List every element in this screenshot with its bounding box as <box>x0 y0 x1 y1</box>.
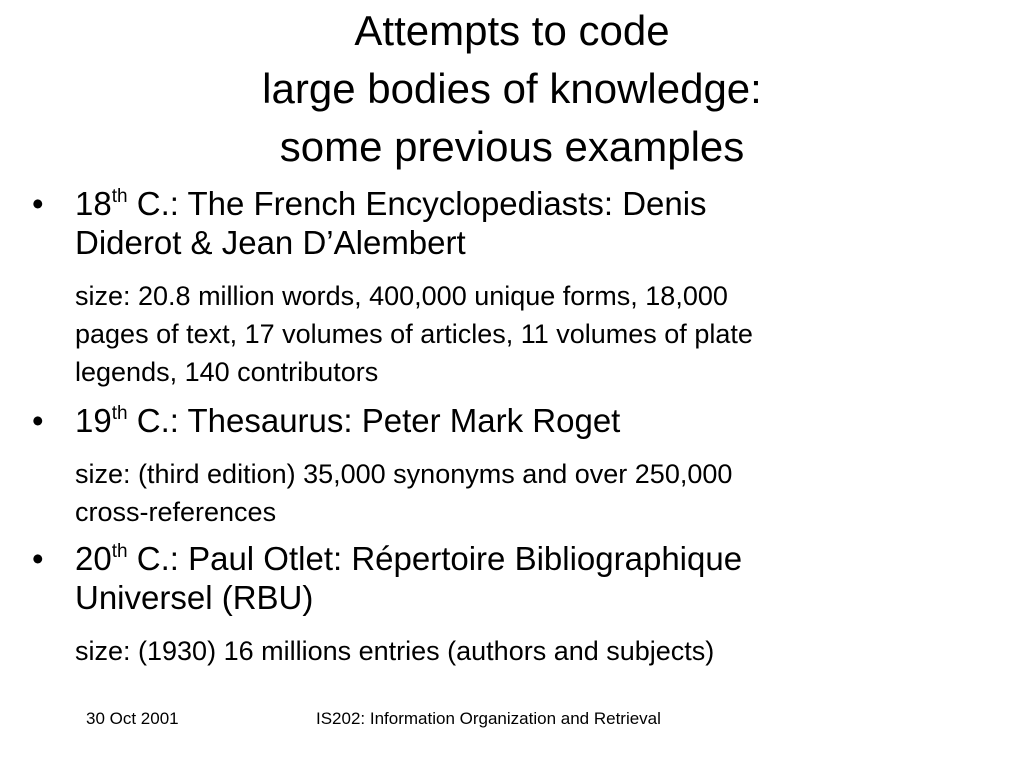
heading-text: C.: Paul Otlet: Répertoire Bibliographique <box>127 540 743 577</box>
heading-text: C.: Thesaurus: Peter Mark Roget <box>127 402 621 439</box>
slide-title <box>0 2 1024 176</box>
bullet-heading-line: Diderot & Jean D’Alembert <box>75 224 466 261</box>
bullet-detail <box>32 277 992 391</box>
title-line-3: some previous examples <box>279 123 745 170</box>
slide-content <box>32 184 992 670</box>
bullet-detail <box>32 632 992 670</box>
title-line-2: large bodies of knowledge: <box>262 65 762 112</box>
century-number: 20 <box>75 540 112 577</box>
bullet-dot-icon: • <box>32 540 44 577</box>
detail-line: size: 20.8 million words, 400,000 unique forms, 18,000 <box>75 281 728 311</box>
bullet-dot-icon: • <box>32 185 44 222</box>
footer-date: 30 Oct 2001 <box>86 709 179 728</box>
heading-text: C.: The French Encyclopediasts: Denis <box>127 185 707 222</box>
bullet-20th-century <box>32 539 992 617</box>
bullet-heading-line <box>75 539 992 578</box>
footer-course-title: IS202: Information Organization and Retrieval <box>316 709 661 728</box>
bullet-heading-line: Universel (RBU) <box>75 579 314 616</box>
century-suffix: th <box>111 186 128 207</box>
detail-line: size: (third edition) 35,000 synonyms and over 250,000 <box>75 459 733 489</box>
century-number: 18 <box>75 185 112 222</box>
title-line-1: Attempts to code <box>354 7 670 54</box>
bullet-18th-century <box>32 184 992 262</box>
bullet-heading-line <box>75 184 992 223</box>
detail-line: cross-references <box>75 497 277 527</box>
detail-line: size: (1930) 16 millions entries (authors and subjects) <box>75 636 715 666</box>
bullet-dot-icon: • <box>32 402 44 439</box>
century-suffix: th <box>111 403 128 424</box>
detail-line: legends, 140 contributors <box>75 357 379 387</box>
century-number: 19 <box>75 402 112 439</box>
century-suffix: th <box>111 541 128 562</box>
bullet-detail <box>32 455 992 531</box>
bullet-heading-line <box>75 401 992 440</box>
detail-line: pages of text, 17 volumes of articles, 11 volumes of plate <box>75 319 753 349</box>
bullet-19th-century <box>32 401 992 440</box>
